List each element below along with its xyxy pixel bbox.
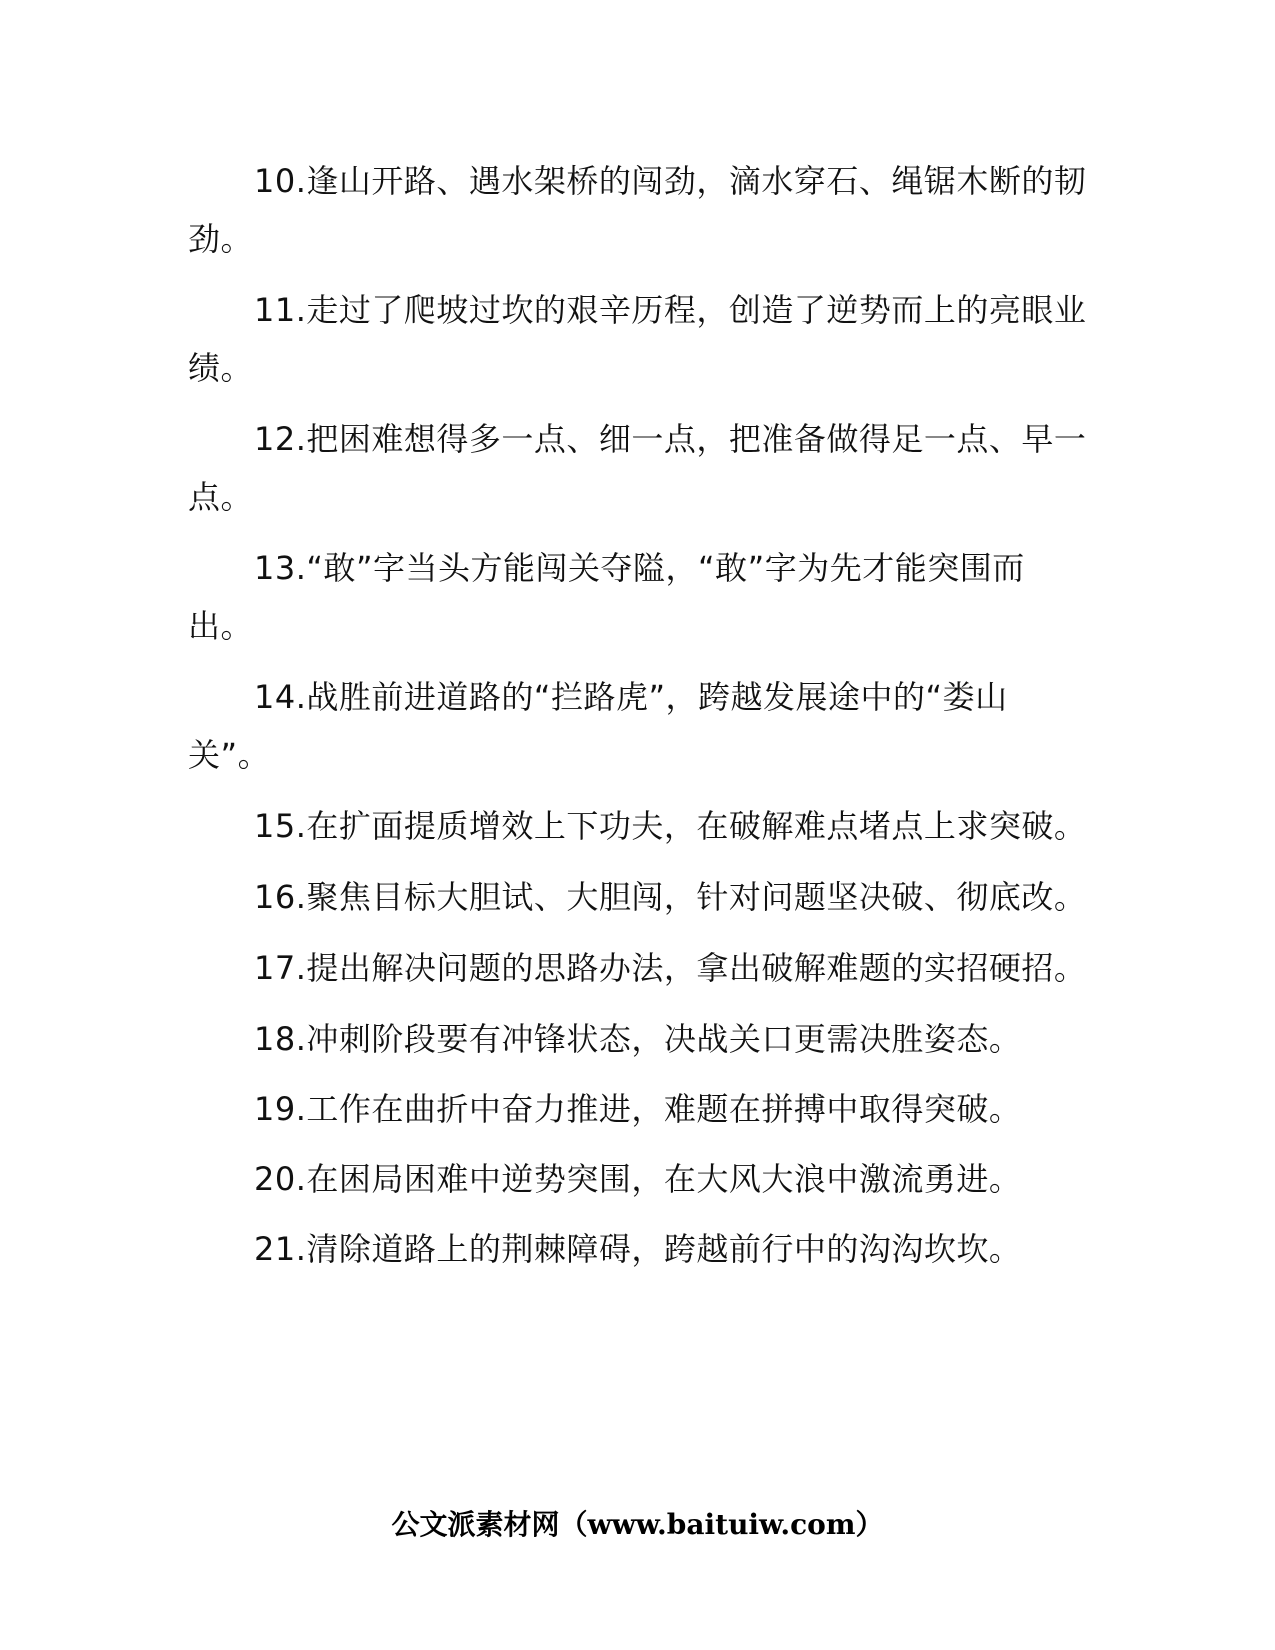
paragraph-15: 15.在扩面提质增效上下功夫，在破解难点堵点上求突破。 — [254, 807, 1087, 845]
paragraph-20: 20.在困局困难中逆势突围，在大风大浪中激流勇进。 — [254, 1160, 1022, 1198]
paragraph-11: 11.走过了爬坡过坎的艰辛历程，创造了逆势而上的亮眼业绩。 — [188, 291, 1087, 387]
paragraph-16: 16.聚焦目标大胆试、大胆闯，针对问题坚决破、彻底改。 — [254, 878, 1087, 916]
page-footer-source: 公文派素材网（www.baituiw.com） — [391, 1508, 884, 1541]
paragraph-17: 17.提出解决问题的思路办法，拿出破解难题的实招硬招。 — [254, 949, 1087, 987]
paragraph-14: 14.战胜前进道路的“拦路虎”，跨越发展途中的“娄山关”。 — [188, 678, 1008, 774]
paragraph-19: 19.工作在曲折中奋力推进，难题在拼搏中取得突破。 — [254, 1090, 1022, 1128]
paragraph-13: 13.“敢”字当头方能闯关夺隘，“敢”字为先才能突围而出。 — [188, 549, 1025, 645]
paragraph-12: 12.把困难想得多一点、细一点，把准备做得足一点、早一点。 — [188, 420, 1087, 516]
paragraph-10: 10.逢山开路、遇水架桥的闯劲，滴水穿石、绳锯木断的韧劲。 — [188, 162, 1087, 258]
document-body — [188, 152, 1088, 1290]
paragraph-18: 18.冲刺阶段要有冲锋状态，决战关口更需决胜姿态。 — [254, 1020, 1022, 1058]
paragraph-21: 21.清除道路上的荆棘障碍，跨越前行中的沟沟坎坎。 — [254, 1230, 1022, 1268]
